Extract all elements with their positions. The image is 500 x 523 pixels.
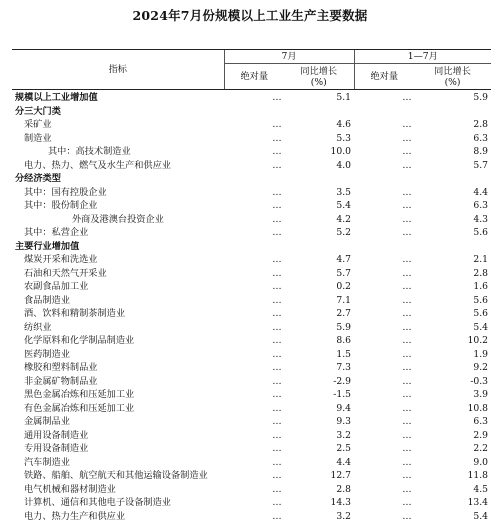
growth-value-month: 5.4 bbox=[284, 199, 354, 213]
growth-value-ytd: 2.2 bbox=[414, 442, 491, 456]
row-label: 其中：股份制企业 bbox=[12, 199, 224, 213]
growth-header-ytd bbox=[414, 64, 491, 90]
row-label: 有色金属冶炼和压延加工业 bbox=[12, 402, 224, 416]
table-row bbox=[12, 132, 491, 146]
row-label: 制造业 bbox=[12, 132, 224, 146]
growth-value-month: 2.5 bbox=[284, 442, 354, 456]
row-label: 电力、热力生产和供应业 bbox=[12, 510, 224, 523]
growth-label-line1: 同比增长 bbox=[284, 66, 354, 77]
abs-value-ytd: … bbox=[354, 267, 414, 281]
growth-value-ytd: 2.8 bbox=[414, 267, 491, 281]
abs-value-month: … bbox=[224, 280, 284, 294]
growth-value-month: 0.2 bbox=[284, 280, 354, 294]
growth-value-month: 9.4 bbox=[284, 402, 354, 416]
growth-value-month: 14.3 bbox=[284, 496, 354, 510]
abs-value-month bbox=[224, 172, 284, 186]
row-label: 铁路、船舶、航空航天和其他运输设备制造业 bbox=[12, 469, 224, 483]
industrial-data-table bbox=[12, 49, 491, 523]
abs-value-ytd: … bbox=[354, 118, 414, 132]
row-label: 汽车制造业 bbox=[12, 456, 224, 470]
growth-label-line2: (%) bbox=[414, 77, 491, 88]
row-label: 橡胶和塑料制品业 bbox=[12, 361, 224, 375]
growth-label-line2: (%) bbox=[284, 77, 354, 88]
growth-value-ytd: 8.9 bbox=[414, 145, 491, 159]
abs-value-month: … bbox=[224, 510, 284, 523]
growth-value-month: 7.1 bbox=[284, 294, 354, 308]
row-label: 采矿业 bbox=[12, 118, 224, 132]
growth-value-month: 2.7 bbox=[284, 307, 354, 321]
growth-value-ytd: 5.9 bbox=[414, 90, 491, 105]
abs-value-month: … bbox=[224, 145, 284, 159]
growth-value-ytd: 4.3 bbox=[414, 213, 491, 227]
indicator-header: 指标 bbox=[12, 50, 224, 90]
abs-value-month: … bbox=[224, 267, 284, 281]
table-row bbox=[12, 388, 491, 402]
abs-value-month: … bbox=[224, 186, 284, 200]
growth-value-month: 5.7 bbox=[284, 267, 354, 281]
table-row bbox=[12, 90, 491, 105]
abs-value-month: … bbox=[224, 159, 284, 173]
growth-value-month: 3.2 bbox=[284, 429, 354, 443]
growth-value-ytd: 10.2 bbox=[414, 334, 491, 348]
growth-value-month: 4.0 bbox=[284, 159, 354, 173]
abs-header-ytd: 绝对量 bbox=[354, 64, 414, 90]
header-row-periods bbox=[12, 50, 491, 64]
growth-header-month bbox=[284, 64, 354, 90]
abs-value-month: … bbox=[224, 496, 284, 510]
abs-value-ytd: … bbox=[354, 90, 414, 105]
row-label: 农副食品加工业 bbox=[12, 280, 224, 294]
abs-value-ytd: … bbox=[354, 199, 414, 213]
row-label: 酒、饮料和精制茶制造业 bbox=[12, 307, 224, 321]
table-row bbox=[12, 186, 491, 200]
row-label: 外商及港澳台投资企业 bbox=[12, 213, 224, 227]
abs-value-month: … bbox=[224, 361, 284, 375]
row-label: 金属制品业 bbox=[12, 415, 224, 429]
abs-value-ytd: … bbox=[354, 442, 414, 456]
growth-value-ytd: 5.4 bbox=[414, 510, 491, 523]
abs-value-ytd: … bbox=[354, 280, 414, 294]
abs-value-ytd: … bbox=[354, 253, 414, 267]
growth-value-ytd: 6.3 bbox=[414, 132, 491, 146]
abs-value-ytd: … bbox=[354, 226, 414, 240]
abs-value-month: … bbox=[224, 334, 284, 348]
abs-value-ytd: … bbox=[354, 415, 414, 429]
table-row bbox=[12, 442, 491, 456]
table-row bbox=[12, 361, 491, 375]
abs-value-month bbox=[224, 240, 284, 254]
growth-value-month: 4.4 bbox=[284, 456, 354, 470]
abs-header-month: 绝对量 bbox=[224, 64, 284, 90]
growth-value-ytd: 1.6 bbox=[414, 280, 491, 294]
growth-value-month: 3.5 bbox=[284, 186, 354, 200]
table-row bbox=[12, 105, 491, 119]
row-label: 专用设备制造业 bbox=[12, 442, 224, 456]
abs-value-month: … bbox=[224, 483, 284, 497]
abs-value-ytd: … bbox=[354, 132, 414, 146]
table-row bbox=[12, 240, 491, 254]
abs-value-ytd: … bbox=[354, 429, 414, 443]
table-row bbox=[12, 469, 491, 483]
row-label: 电力、热力、燃气及水生产和供应业 bbox=[12, 159, 224, 173]
abs-value-ytd: … bbox=[354, 307, 414, 321]
abs-value-month: … bbox=[224, 307, 284, 321]
growth-value-ytd: 6.3 bbox=[414, 415, 491, 429]
growth-value-ytd: 5.6 bbox=[414, 226, 491, 240]
row-label: 黑色金属冶炼和压延加工业 bbox=[12, 388, 224, 402]
growth-value-month: 5.2 bbox=[284, 226, 354, 240]
table-row bbox=[12, 145, 491, 159]
table-row bbox=[12, 348, 491, 362]
table-row bbox=[12, 402, 491, 416]
abs-value-ytd bbox=[354, 172, 414, 186]
growth-value-ytd: -0.3 bbox=[414, 375, 491, 389]
growth-value-ytd: 4.5 bbox=[414, 483, 491, 497]
abs-value-month: … bbox=[224, 429, 284, 443]
abs-value-ytd: … bbox=[354, 186, 414, 200]
abs-value-ytd: … bbox=[354, 469, 414, 483]
abs-value-ytd: … bbox=[354, 159, 414, 173]
growth-value-month bbox=[284, 240, 354, 254]
growth-value-month: 7.3 bbox=[284, 361, 354, 375]
abs-value-month: … bbox=[224, 213, 284, 227]
growth-value-month: 8.6 bbox=[284, 334, 354, 348]
abs-value-ytd: … bbox=[354, 294, 414, 308]
growth-value-ytd: 1.9 bbox=[414, 348, 491, 362]
growth-value-month: 5.3 bbox=[284, 132, 354, 146]
row-label: 电气机械和器材制造业 bbox=[12, 483, 224, 497]
growth-value-ytd: 2.9 bbox=[414, 429, 491, 443]
abs-value-month: … bbox=[224, 375, 284, 389]
growth-value-month: 5.9 bbox=[284, 321, 354, 335]
abs-value-ytd: … bbox=[354, 496, 414, 510]
row-label: 主要行业增加值 bbox=[12, 240, 224, 254]
abs-value-ytd: … bbox=[354, 334, 414, 348]
table-row bbox=[12, 334, 491, 348]
row-label: 非金属矿物制品业 bbox=[12, 375, 224, 389]
abs-value-month: … bbox=[224, 442, 284, 456]
abs-value-month bbox=[224, 105, 284, 119]
growth-value-ytd: 5.4 bbox=[414, 321, 491, 335]
abs-value-month: … bbox=[224, 118, 284, 132]
abs-value-month: … bbox=[224, 469, 284, 483]
abs-value-month: … bbox=[224, 132, 284, 146]
growth-value-month: 12.7 bbox=[284, 469, 354, 483]
growth-value-ytd: 6.3 bbox=[414, 199, 491, 213]
growth-value-ytd: 11.8 bbox=[414, 469, 491, 483]
table-row bbox=[12, 307, 491, 321]
table-row bbox=[12, 415, 491, 429]
growth-label-line1: 同比增长 bbox=[414, 66, 491, 77]
growth-value-ytd: 13.4 bbox=[414, 496, 491, 510]
growth-value-month: 1.5 bbox=[284, 348, 354, 362]
abs-value-ytd bbox=[354, 105, 414, 119]
abs-value-ytd: … bbox=[354, 375, 414, 389]
table-row bbox=[12, 280, 491, 294]
row-label: 食品制造业 bbox=[12, 294, 224, 308]
abs-value-month: … bbox=[224, 321, 284, 335]
growth-value-ytd bbox=[414, 172, 491, 186]
table-row bbox=[12, 199, 491, 213]
growth-value-ytd: 2.1 bbox=[414, 253, 491, 267]
table-row bbox=[12, 226, 491, 240]
abs-value-month: … bbox=[224, 294, 284, 308]
growth-value-ytd: 10.8 bbox=[414, 402, 491, 416]
table-row bbox=[12, 172, 491, 186]
row-label: 纺织业 bbox=[12, 321, 224, 335]
row-label: 医药制造业 bbox=[12, 348, 224, 362]
growth-value-month: 2.8 bbox=[284, 483, 354, 497]
row-label: 煤炭开采和洗选业 bbox=[12, 253, 224, 267]
abs-value-ytd: … bbox=[354, 483, 414, 497]
table-row bbox=[12, 510, 491, 523]
growth-value-ytd: 3.9 bbox=[414, 388, 491, 402]
abs-value-month: … bbox=[224, 402, 284, 416]
growth-value-month: 3.2 bbox=[284, 510, 354, 523]
table-row bbox=[12, 267, 491, 281]
row-label: 通用设备制造业 bbox=[12, 429, 224, 443]
document-title: 2024年7月份规模以上工业生产主要数据 bbox=[0, 6, 500, 24]
abs-value-month: … bbox=[224, 388, 284, 402]
period-header-ytd: 1—7月 bbox=[354, 50, 491, 64]
row-label: 分三大门类 bbox=[12, 105, 224, 119]
table-body bbox=[12, 90, 491, 523]
abs-value-ytd: … bbox=[354, 321, 414, 335]
abs-value-month: … bbox=[224, 253, 284, 267]
growth-value-month: 4.7 bbox=[284, 253, 354, 267]
abs-value-ytd: … bbox=[354, 388, 414, 402]
abs-value-month: … bbox=[224, 199, 284, 213]
period-header-month: 7月 bbox=[224, 50, 354, 64]
row-label: 分经济类型 bbox=[12, 172, 224, 186]
abs-value-month: … bbox=[224, 348, 284, 362]
growth-value-ytd: 4.4 bbox=[414, 186, 491, 200]
growth-value-ytd: 2.8 bbox=[414, 118, 491, 132]
abs-value-ytd: … bbox=[354, 402, 414, 416]
row-label: 规模以上工业增加值 bbox=[12, 90, 224, 105]
table-row bbox=[12, 483, 491, 497]
table-row bbox=[12, 213, 491, 227]
row-label: 石油和天然气开采业 bbox=[12, 267, 224, 281]
row-label: 化学原料和化学制品制造业 bbox=[12, 334, 224, 348]
abs-value-month: … bbox=[224, 90, 284, 105]
abs-value-ytd: … bbox=[354, 456, 414, 470]
growth-value-ytd bbox=[414, 105, 491, 119]
abs-value-ytd: … bbox=[354, 510, 414, 523]
row-label: 其中：高技术制造业 bbox=[12, 145, 224, 159]
abs-value-ytd: … bbox=[354, 145, 414, 159]
abs-value-month: … bbox=[224, 226, 284, 240]
growth-value-ytd: 5.6 bbox=[414, 294, 491, 308]
growth-value-ytd: 9.2 bbox=[414, 361, 491, 375]
growth-value-month: 9.3 bbox=[284, 415, 354, 429]
growth-value-month: 4.2 bbox=[284, 213, 354, 227]
row-label: 其中：私营企业 bbox=[12, 226, 224, 240]
table-row bbox=[12, 321, 491, 335]
row-label: 其中：国有控股企业 bbox=[12, 186, 224, 200]
table-row bbox=[12, 496, 491, 510]
abs-value-month: … bbox=[224, 456, 284, 470]
growth-value-month: 4.6 bbox=[284, 118, 354, 132]
growth-value-month: -1.5 bbox=[284, 388, 354, 402]
growth-value-ytd bbox=[414, 240, 491, 254]
growth-value-month: 5.1 bbox=[284, 90, 354, 105]
growth-value-ytd: 5.6 bbox=[414, 307, 491, 321]
table-row bbox=[12, 429, 491, 443]
abs-value-month: … bbox=[224, 415, 284, 429]
growth-value-month: 10.0 bbox=[284, 145, 354, 159]
row-label: 计算机、通信和其他电子设备制造业 bbox=[12, 496, 224, 510]
table-row bbox=[12, 118, 491, 132]
table-row bbox=[12, 294, 491, 308]
growth-value-month bbox=[284, 172, 354, 186]
growth-value-month bbox=[284, 105, 354, 119]
abs-value-ytd: … bbox=[354, 348, 414, 362]
table-row bbox=[12, 456, 491, 470]
abs-value-ytd bbox=[354, 240, 414, 254]
growth-value-ytd: 5.7 bbox=[414, 159, 491, 173]
growth-value-ytd: 9.0 bbox=[414, 456, 491, 470]
abs-value-ytd: … bbox=[354, 213, 414, 227]
abs-value-ytd: … bbox=[354, 361, 414, 375]
table-row bbox=[12, 375, 491, 389]
table-row bbox=[12, 159, 491, 173]
growth-value-month: -2.9 bbox=[284, 375, 354, 389]
table-row bbox=[12, 253, 491, 267]
